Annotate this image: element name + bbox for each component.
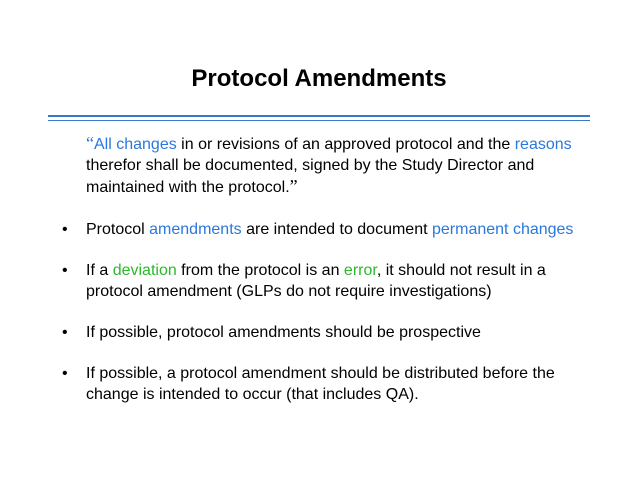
- quote-word-reasons: reasons: [514, 136, 572, 153]
- close-quote-mark: ”: [289, 176, 298, 196]
- bullet-text: If possible, protocol amendments should be prospective: [86, 324, 481, 341]
- bullet-text: Protocol: [86, 221, 150, 238]
- bullet-text: , it should not result in a protocol amendment (GLPs do not require investigations): [86, 262, 546, 300]
- quote-word-all: All: [94, 136, 112, 153]
- bullet-text: If possible, a protocol amendment should be distributed before the change is intended to occur (that includes QA).: [86, 365, 555, 403]
- bullet-item-prospective: [62, 322, 582, 343]
- highlight-permanent-changes: permanent changes: [432, 221, 574, 238]
- title-divider-top: [48, 115, 590, 117]
- quote-text-1: in or revisions of an approved protocol and the: [176, 136, 515, 153]
- bullet-item-distribution: [62, 363, 582, 405]
- bullet-item-amendments: [62, 219, 582, 240]
- bullet-list: [62, 219, 582, 425]
- highlight-deviation: deviation: [112, 262, 177, 279]
- bullet-text: If a: [86, 262, 113, 279]
- bullet-text: are intended to document: [241, 221, 432, 238]
- bullet-item-deviation: [62, 260, 582, 302]
- quote-text-2: therefor shall be documented, signed by the Study Director and maintained with the protocol.: [86, 157, 535, 196]
- highlight-error: error: [343, 262, 377, 279]
- quote-word-changes: changes: [116, 136, 177, 153]
- regulation-quote: [86, 133, 586, 198]
- bullet-dot: •: [62, 365, 68, 382]
- highlight-amendments: amendments: [149, 221, 242, 238]
- bullet-dot: •: [62, 324, 68, 341]
- title-divider-bottom: [48, 120, 590, 121]
- bullet-dot: •: [62, 221, 68, 238]
- open-quote-mark: “: [86, 133, 94, 153]
- slide-title: Protocol Amendments: [191, 65, 447, 92]
- bullet-text: from the protocol is an: [176, 262, 344, 279]
- bullet-dot: •: [62, 262, 68, 279]
